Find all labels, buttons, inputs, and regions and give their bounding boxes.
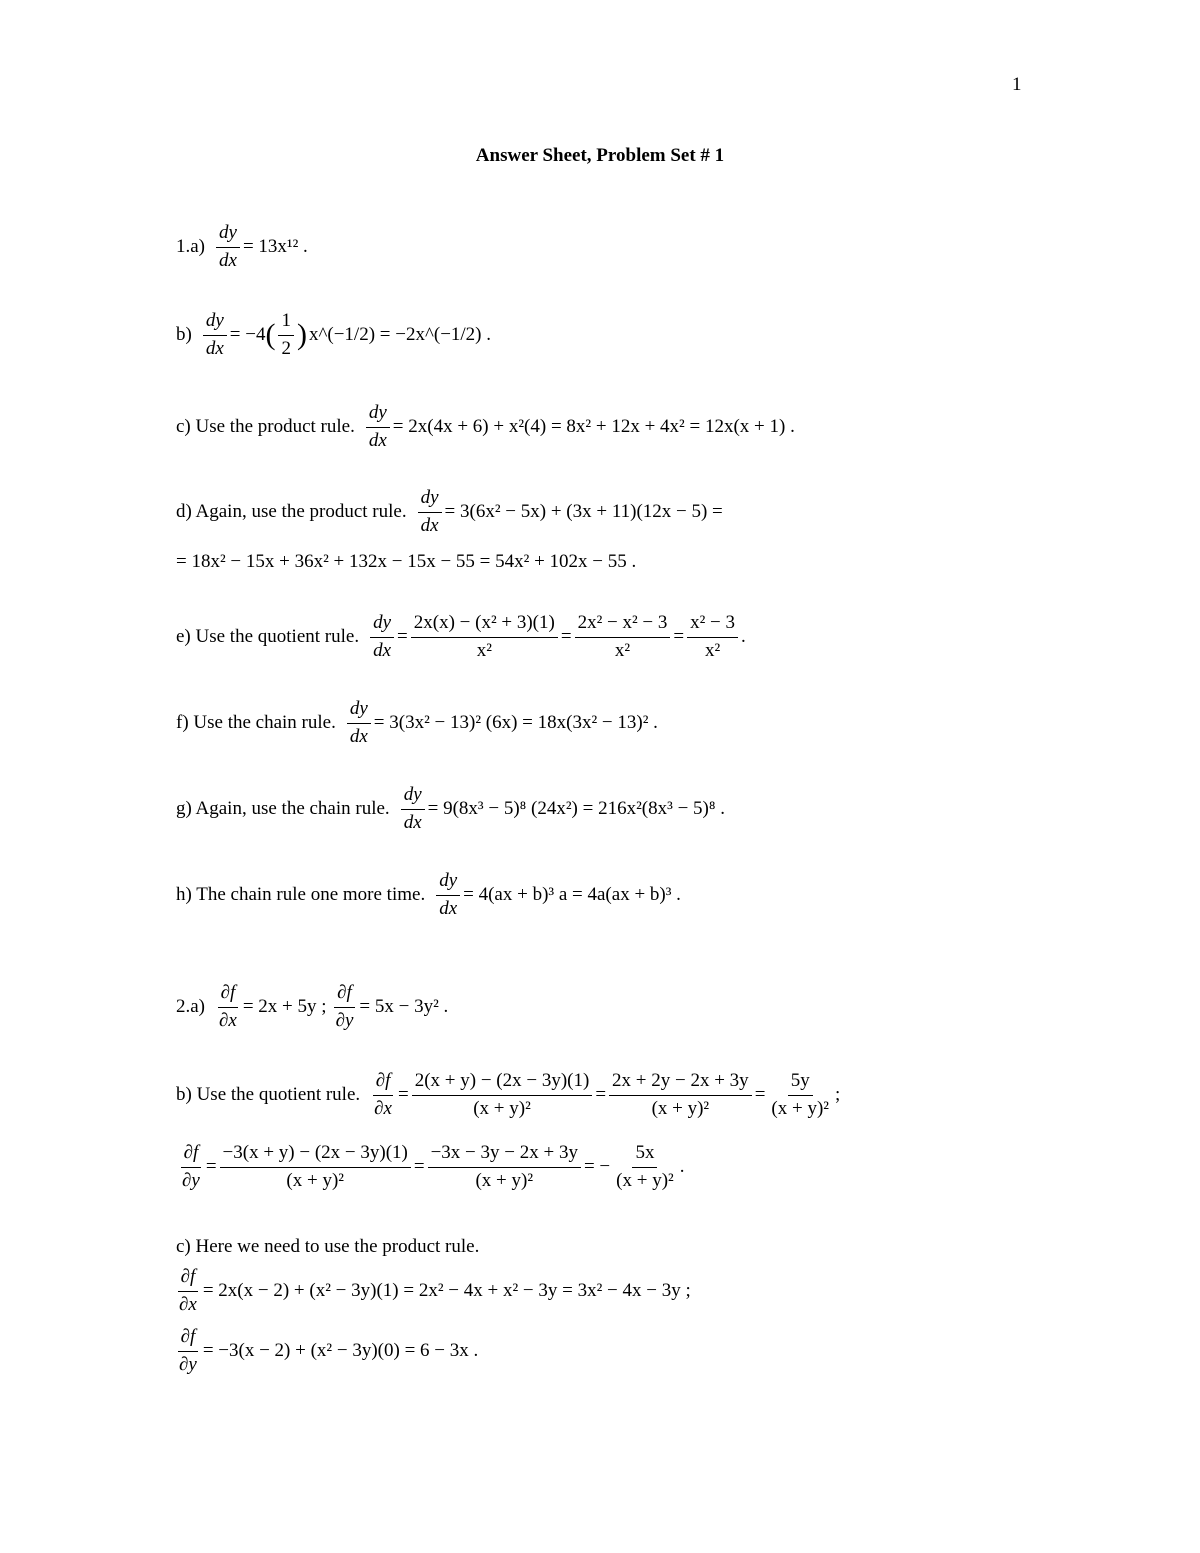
fraction-denominator: ∂y	[179, 1353, 197, 1375]
fraction-numerator: 2x² − x² − 3	[575, 612, 671, 638]
paren-open: (	[265, 318, 276, 352]
derivative-fraction	[216, 222, 240, 273]
fraction-numerator: −3(x + y) − (2x − 3y)(1)	[220, 1142, 411, 1168]
fraction-numerator: dy	[216, 222, 240, 248]
problem-1c	[176, 402, 795, 453]
quotient-fraction	[411, 612, 558, 663]
equation-fy: = 5x − 3y² .	[359, 996, 449, 1018]
problem-1a	[176, 222, 308, 273]
problem-2c-fx	[176, 1266, 691, 1317]
fraction-denominator: dx	[349, 725, 368, 747]
problem-label: 2.a)	[176, 996, 206, 1018]
equation: = 3(3x² − 13)² (6x) = 18x(3x² − 13)² .	[373, 712, 658, 734]
equation: = 13x¹² .	[242, 236, 308, 258]
problem-1b	[176, 310, 493, 361]
fraction-denominator: ∂x	[219, 1009, 237, 1031]
fraction-denominator: dx	[373, 639, 392, 661]
equation-lead: = −4	[229, 324, 266, 346]
quotient-fraction	[768, 1070, 832, 1121]
fraction-denominator: dx	[403, 811, 422, 833]
fraction-denominator: dx	[439, 897, 458, 919]
equation-tail: x^(−1/2) = −2x^(−1/2) .	[308, 324, 492, 346]
quotient-fraction	[220, 1142, 411, 1193]
problem-1d-continued: = 18x² − 15x + 36x² + 132x − 15x − 55 = 54x² + 102x − 55 .	[176, 551, 637, 572]
fraction-denominator: (x + y)²	[473, 1097, 531, 1119]
fraction-numerator: 5y	[788, 1070, 813, 1096]
equation: = 9(8x³ − 5)⁸ (24x²) = 216x²(8x³ − 5)⁸ .	[427, 798, 725, 820]
partial-x-fraction	[371, 1070, 395, 1121]
problem-2a	[176, 982, 448, 1033]
problem-1f	[176, 698, 658, 749]
fraction-denominator: x²	[614, 639, 631, 661]
derivative-fraction	[203, 310, 227, 361]
derivative-fraction	[370, 612, 394, 663]
fraction-denominator: (x + y)²	[616, 1169, 674, 1191]
half-fraction	[278, 310, 294, 361]
fraction-numerator: dy	[347, 698, 371, 724]
fraction-numerator: 1	[278, 310, 294, 336]
partial-y-fraction	[179, 1142, 203, 1193]
partial-x-fraction	[176, 1266, 200, 1317]
fraction-numerator: dy	[370, 612, 394, 638]
page-number: 1	[1012, 74, 1022, 95]
fraction-denominator: dx	[368, 429, 387, 451]
paren-close: )	[296, 318, 307, 352]
fraction-denominator: ∂x	[374, 1097, 392, 1119]
problem-2c-fy	[176, 1326, 478, 1377]
problem-2b: b) Use the quotient rule. $\frac{\partial f}{\partial x}$ = $\frac{2(x + y) - (2x - 3y)(1)}{\text{(x + y)²}}$ = $\frac{2x + 2y - 2x + 3y}{\text{(x + y)²}}$ = $\frac{5y}{\text{(x + y)²}}$ ;	[176, 1070, 841, 1119]
quotient-fraction	[412, 1070, 593, 1121]
equation: = 4(ax + b)³ a = 4a(ax + b)³ .	[463, 884, 681, 906]
quotient-fraction	[613, 1142, 677, 1193]
equation: = 2x(4x + 6) + x²(4) = 8x² + 12x + 4x² = 12x(x + 1) .	[392, 416, 795, 438]
fraction-numerator: ∂f	[334, 982, 355, 1008]
derivative-fraction	[418, 487, 442, 538]
derivative-fraction	[436, 870, 460, 921]
equation: = 2x(x − 2) + (x² − 3y)(1) = 2x² − 4x + x² − 3y = 3x² − 4x − 3y ;	[202, 1280, 691, 1302]
quotient-fraction	[687, 612, 738, 663]
fraction-denominator: ∂x	[179, 1293, 197, 1315]
problem-1g	[176, 784, 725, 835]
problem-2b-fy: $\frac{\partial f}{\partial y}$ = $\frac{-3(x + y) - (2x - 3y)(1)}{\text{(x + y)²}}$ = $\frac{-3x - 3y - 2x + 3y}{\text{(x + y)²}}$ = − $\frac{5x}{\text{(x + y)²}}$ .	[176, 1142, 684, 1193]
problem-label: h) The chain rule one more time.	[176, 884, 426, 906]
problem-1h	[176, 870, 681, 921]
fraction-numerator: dy	[401, 784, 425, 810]
fraction-numerator: ∂f	[178, 1326, 199, 1352]
derivative-fraction	[401, 784, 425, 835]
fraction-denominator: (x + y)²	[771, 1097, 829, 1119]
fraction-numerator: dy	[418, 487, 442, 513]
problem-label: 1.a)	[176, 236, 206, 258]
problem-label: d) Again, use the product rule.	[176, 501, 407, 523]
fraction-denominator: (x + y)²	[286, 1169, 344, 1191]
equation: = 3(6x² − 5x) + (3x + 11)(12x − 5) =	[444, 501, 723, 523]
fraction-numerator: ∂f	[218, 982, 239, 1008]
fraction-denominator: x²	[476, 639, 492, 661]
fraction-denominator: ∂y	[182, 1169, 200, 1191]
fraction-numerator: ∂f	[178, 1266, 199, 1292]
equation-fx: = 2x + 5y ;	[242, 996, 327, 1018]
equation: = −3(x − 2) + (x² − 3y)(0) = 6 − 3x .	[202, 1340, 479, 1362]
partial-y-fraction	[333, 982, 357, 1033]
problem-2c-label: c) Here we need to use the product rule.	[176, 1236, 480, 1257]
fraction-numerator: ∂f	[181, 1142, 202, 1168]
period: .	[741, 626, 746, 648]
partial-x-fraction	[216, 982, 240, 1033]
fraction-numerator: dy	[436, 870, 460, 896]
quotient-fraction	[609, 1070, 752, 1121]
quotient-fraction	[575, 612, 671, 663]
problem-1e: e) Use the quotient rule. $\frac{dy}{dx}$ = $\frac{\text{2x(x) − (x² + 3)(1)}}{\text{x²}}$ = $\frac{\text{2x² − x² − 3}}{\text{x²}}$ = $\frac{\text{x² − 3}}{\text{x²}}$ .	[176, 612, 746, 661]
fraction-numerator: dy	[366, 402, 390, 428]
quotient-fraction	[428, 1142, 581, 1193]
problem-1d	[176, 487, 723, 538]
fraction-numerator: x² − 3	[687, 612, 738, 638]
fraction-numerator: 2x + 2y − 2x + 3y	[609, 1070, 752, 1096]
partial-y-fraction	[176, 1326, 200, 1377]
fraction-denominator: 2	[281, 337, 291, 359]
semicolon: ;	[834, 1084, 841, 1106]
negative-equals: = −	[583, 1156, 611, 1178]
fraction-denominator: (x + y)²	[475, 1169, 534, 1191]
derivative-fraction	[366, 402, 390, 453]
fraction-denominator: x²	[704, 639, 721, 661]
page-title: Answer Sheet, Problem Set # 1	[475, 145, 725, 166]
fraction-numerator: 5x	[632, 1142, 657, 1168]
fraction-numerator: −3x − 3y − 2x + 3y	[428, 1142, 581, 1168]
fraction-numerator: 2(x + y) − (2x − 3y)(1)	[412, 1070, 593, 1096]
period: .	[679, 1156, 685, 1178]
derivative-fraction	[347, 698, 371, 749]
problem-label: f) Use the chain rule.	[176, 712, 336, 734]
problem-label: b) Use the quotient rule.	[176, 1084, 361, 1106]
fraction-denominator: dx	[420, 514, 439, 536]
fraction-denominator: ∂y	[335, 1009, 354, 1031]
fraction-numerator: dy	[203, 310, 227, 336]
problem-label: b)	[176, 324, 192, 346]
fraction-denominator: (x + y)²	[651, 1097, 710, 1119]
fraction-denominator: dx	[219, 249, 237, 271]
problem-label: g) Again, use the chain rule.	[176, 798, 390, 820]
problem-label: c) Use the product rule.	[176, 416, 355, 438]
fraction-denominator: dx	[205, 337, 224, 359]
problem-label: e) Use the quotient rule.	[176, 626, 360, 648]
fraction-numerator: ∂f	[373, 1070, 394, 1096]
fraction-numerator: 2x(x) − (x² + 3)(1)	[411, 612, 558, 638]
